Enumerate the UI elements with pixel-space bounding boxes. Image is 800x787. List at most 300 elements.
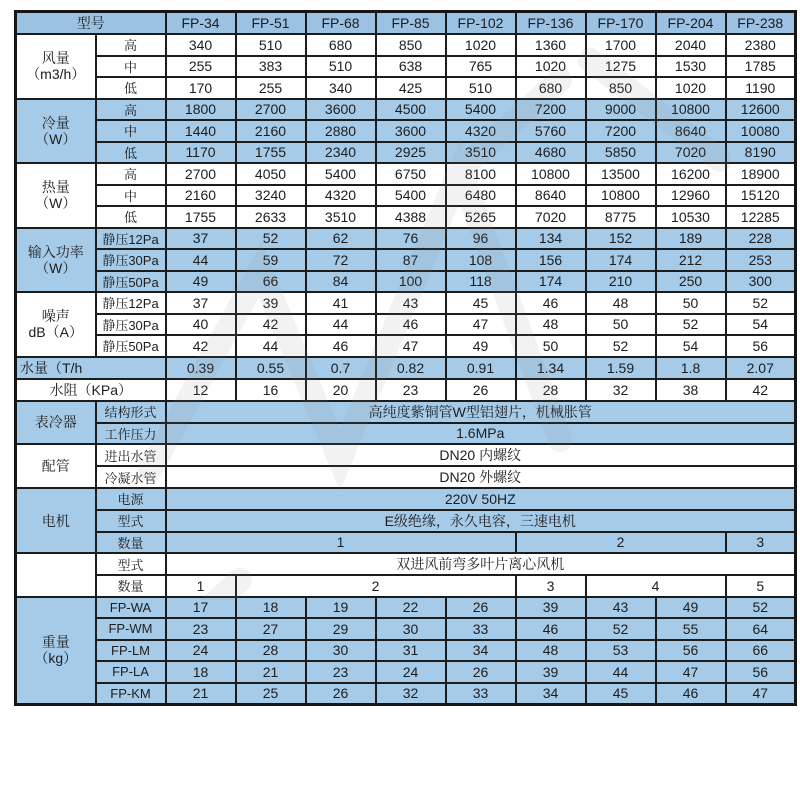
cell: 510 — [306, 56, 376, 78]
cell: 52 — [586, 618, 656, 640]
cell: 134 — [516, 228, 586, 250]
cell: 50 — [656, 292, 726, 314]
section-unit: （m3/h） — [26, 66, 86, 83]
row-label: FP-LA — [96, 661, 166, 683]
cell: 3 — [726, 532, 796, 554]
cell: 1440 — [166, 120, 236, 142]
cell: 1530 — [656, 56, 726, 78]
cell: 4 — [586, 575, 726, 597]
cell: 46 — [306, 335, 376, 357]
section-label-piping: 配管 — [16, 444, 96, 488]
table-row — [16, 99, 796, 121]
cell: 52 — [236, 228, 306, 250]
row-label: 电源 — [96, 488, 166, 510]
model-header-cell: FP-34 — [166, 12, 236, 35]
spec-table — [14, 10, 797, 706]
table-row — [16, 553, 796, 575]
cell: 44 — [586, 661, 656, 683]
row-label: 中 — [96, 185, 166, 207]
table-row — [16, 335, 796, 357]
cell: 6750 — [376, 163, 446, 185]
cell: 156 — [516, 249, 586, 271]
cell: 1755 — [166, 206, 236, 228]
cell: 2 — [516, 532, 726, 554]
cell: 210 — [586, 271, 656, 293]
table-row — [16, 597, 796, 619]
cell: 174 — [586, 249, 656, 271]
model-header-cell: FP-102 — [446, 12, 516, 35]
cell: 22 — [376, 597, 446, 619]
cell: 39 — [516, 661, 586, 683]
cell: 2.07 — [726, 357, 796, 379]
cell: 7020 — [516, 206, 586, 228]
cell: 10530 — [656, 206, 726, 228]
cell: 28 — [516, 379, 586, 401]
cell: 1170 — [166, 142, 236, 164]
cell: 47 — [726, 683, 796, 705]
cell: 29 — [306, 618, 376, 640]
section-unit: （W） — [35, 195, 77, 212]
cell: 16200 — [656, 163, 726, 185]
cell: 5400 — [306, 163, 376, 185]
cell: 双进风前弯多叶片离心风机 — [166, 553, 796, 575]
table-row — [16, 401, 796, 423]
cell: 850 — [376, 34, 446, 56]
cell: 255 — [166, 56, 236, 78]
cell: 0.55 — [236, 357, 306, 379]
row-label: FP-LM — [96, 640, 166, 662]
cell: 2880 — [306, 120, 376, 142]
section-label-input-power — [16, 228, 96, 293]
row-label: 静压50Pa — [96, 335, 166, 357]
section-label-motor: 电机 — [16, 488, 96, 553]
cell: 680 — [306, 34, 376, 56]
model-header-cell: FP-51 — [236, 12, 306, 35]
cell: 66 — [236, 271, 306, 293]
cell: 3240 — [236, 185, 306, 207]
cell: 21 — [236, 661, 306, 683]
cell: 340 — [306, 77, 376, 99]
table-row — [16, 142, 796, 164]
row-label: 中 — [96, 120, 166, 142]
cell: 26 — [446, 661, 516, 683]
cell: 174 — [516, 271, 586, 293]
cell: 76 — [376, 228, 446, 250]
cell: 10800 — [656, 99, 726, 121]
table-row — [16, 77, 796, 99]
cell: 4320 — [446, 120, 516, 142]
cell: 46 — [516, 618, 586, 640]
cell: 66 — [726, 640, 796, 662]
cell: 118 — [446, 271, 516, 293]
row-label: 高 — [96, 99, 166, 121]
cell: 1275 — [586, 56, 656, 78]
cell: 1020 — [656, 77, 726, 99]
cell: 7200 — [516, 99, 586, 121]
cell: 340 — [166, 34, 236, 56]
table-row — [16, 444, 796, 466]
cell: 12960 — [656, 185, 726, 207]
cell: 53 — [586, 640, 656, 662]
row-label: 数量 — [96, 575, 166, 597]
cell: DN20 外螺纹 — [166, 466, 796, 488]
cell: 41 — [306, 292, 376, 314]
cell: 765 — [446, 56, 516, 78]
model-header-cell: FP-170 — [586, 12, 656, 35]
cell: 33 — [446, 683, 516, 705]
cell: 108 — [446, 249, 516, 271]
table-row — [16, 379, 796, 401]
cell: 16 — [236, 379, 306, 401]
row-label: FP-KM — [96, 683, 166, 705]
section-label-weight — [16, 597, 96, 705]
section-label-water-resistance: 水阻（KPa） — [16, 379, 166, 401]
cell: 0.91 — [446, 357, 516, 379]
section-title: 风量 — [41, 50, 70, 67]
table-row — [16, 292, 796, 314]
cell: 1020 — [446, 34, 516, 56]
table-row — [16, 618, 796, 640]
section-label-noise — [16, 292, 96, 357]
cell: 300 — [726, 271, 796, 293]
cell: 3510 — [306, 206, 376, 228]
cell: 17 — [166, 597, 236, 619]
cell: 87 — [376, 249, 446, 271]
cell: 23 — [166, 618, 236, 640]
table-row — [16, 466, 796, 488]
cell: 25 — [236, 683, 306, 705]
row-label: FP-WA — [96, 597, 166, 619]
cell: 1020 — [516, 56, 586, 78]
cell: 12 — [166, 379, 236, 401]
cell: 55 — [656, 618, 726, 640]
cell: 1360 — [516, 34, 586, 56]
cell: 7200 — [586, 120, 656, 142]
section-label-coil: 表冷器 — [16, 401, 96, 445]
table-row — [16, 34, 796, 56]
model-header-cell: FP-238 — [726, 12, 796, 35]
cell: 1.8 — [656, 357, 726, 379]
model-header-label: 型号 — [16, 12, 166, 35]
cell: 2700 — [166, 163, 236, 185]
cell: 6480 — [446, 185, 516, 207]
cell: 37 — [166, 228, 236, 250]
cell: 2380 — [726, 34, 796, 56]
cell: 10800 — [516, 163, 586, 185]
cell: 44 — [166, 249, 236, 271]
cell: 33 — [446, 618, 516, 640]
cell: 2925 — [376, 142, 446, 164]
model-header-cell: FP-68 — [306, 12, 376, 35]
cell: 50 — [516, 335, 586, 357]
cell: 38 — [656, 379, 726, 401]
model-header-cell: FP-85 — [376, 12, 446, 35]
table-row — [16, 423, 796, 445]
table-row — [16, 575, 796, 597]
row-label: 工作压力 — [96, 423, 166, 445]
cell: 2160 — [166, 185, 236, 207]
cell: 47 — [656, 661, 726, 683]
row-label: 高 — [96, 163, 166, 185]
cell: 64 — [726, 618, 796, 640]
cell: 1190 — [726, 77, 796, 99]
cell: 46 — [656, 683, 726, 705]
section-unit: （kg） — [34, 650, 78, 666]
cell: 23 — [376, 379, 446, 401]
row-label: 静压12Pa — [96, 228, 166, 250]
cell: 24 — [166, 640, 236, 662]
cell: 43 — [586, 597, 656, 619]
cell: 44 — [306, 314, 376, 336]
cell: 8190 — [726, 142, 796, 164]
cell: 8775 — [586, 206, 656, 228]
cell: 4500 — [376, 99, 446, 121]
cell: 3510 — [446, 142, 516, 164]
cell: 50 — [586, 314, 656, 336]
cell: 1755 — [236, 142, 306, 164]
section-label-cooling — [16, 99, 96, 164]
cell: E级绝缘，永久电容，三速电机 — [166, 510, 796, 532]
cell: 26 — [446, 597, 516, 619]
row-label: 中 — [96, 56, 166, 78]
cell: 72 — [306, 249, 376, 271]
row-label: 高 — [96, 34, 166, 56]
cell: 4680 — [516, 142, 586, 164]
cell: 12600 — [726, 99, 796, 121]
cell: 高纯度紫铜管W型铝翅片，机械胀管 — [166, 401, 796, 423]
section-title: 噪声 — [41, 308, 70, 325]
cell: 1785 — [726, 56, 796, 78]
section-title: 热量 — [41, 179, 70, 196]
cell: 23 — [306, 661, 376, 683]
cell: 250 — [656, 271, 726, 293]
cell: 100 — [376, 271, 446, 293]
cell: 220V 50HZ — [166, 488, 796, 510]
cell: 52 — [586, 335, 656, 357]
table-row — [16, 510, 796, 532]
cell: 56 — [726, 661, 796, 683]
cell: 52 — [726, 597, 796, 619]
table-row — [16, 228, 796, 250]
cell: 5400 — [376, 185, 446, 207]
row-label: 低 — [96, 77, 166, 99]
cell: 5760 — [516, 120, 586, 142]
cell: 1.59 — [586, 357, 656, 379]
cell: 7020 — [656, 142, 726, 164]
section-title: 冷量 — [41, 114, 70, 131]
cell: 34 — [516, 683, 586, 705]
cell: 24 — [376, 661, 446, 683]
cell: 152 — [586, 228, 656, 250]
model-header-row — [16, 12, 796, 35]
cell: 39 — [236, 292, 306, 314]
cell: 18900 — [726, 163, 796, 185]
cell: 2700 — [236, 99, 306, 121]
cell: 13500 — [586, 163, 656, 185]
cell: 21 — [166, 683, 236, 705]
row-label: 静压50Pa — [96, 271, 166, 293]
cell: 10080 — [726, 120, 796, 142]
cell: 62 — [306, 228, 376, 250]
cell: 212 — [656, 249, 726, 271]
cell: 2633 — [236, 206, 306, 228]
cell: 2340 — [306, 142, 376, 164]
cell: 46 — [376, 314, 446, 336]
cell: 42 — [166, 335, 236, 357]
cell: 4320 — [306, 185, 376, 207]
cell: 45 — [446, 292, 516, 314]
cell: 40 — [166, 314, 236, 336]
cell: 45 — [586, 683, 656, 705]
cell: 0.39 — [166, 357, 236, 379]
row-label: 型式 — [96, 553, 166, 575]
table-row — [16, 249, 796, 271]
cell: 5265 — [446, 206, 516, 228]
cell: 3600 — [376, 120, 446, 142]
table-row — [16, 163, 796, 185]
cell: 18 — [166, 661, 236, 683]
cell: 10800 — [586, 185, 656, 207]
cell: 383 — [236, 56, 306, 78]
cell: 37 — [166, 292, 236, 314]
row-label: FP-WM — [96, 618, 166, 640]
table-row — [16, 488, 796, 510]
cell: 42 — [236, 314, 306, 336]
model-header-cell: FP-136 — [516, 12, 586, 35]
section-label-airflow — [16, 34, 96, 99]
table-row — [16, 640, 796, 662]
cell: 27 — [236, 618, 306, 640]
cell: 39 — [516, 597, 586, 619]
cell: 2 — [236, 575, 516, 597]
row-label: 型式 — [96, 510, 166, 532]
cell: 228 — [726, 228, 796, 250]
cell: 31 — [376, 640, 446, 662]
cell: 48 — [516, 314, 586, 336]
table-row — [16, 271, 796, 293]
cell: 32 — [376, 683, 446, 705]
cell: 4388 — [376, 206, 446, 228]
row-label: 静压30Pa — [96, 249, 166, 271]
cell: 34 — [446, 640, 516, 662]
cell: 1 — [166, 575, 236, 597]
row-label: 进出水管 — [96, 444, 166, 466]
section-label-water-flow: 水量（T/h — [16, 357, 166, 379]
cell: 1.6MPa — [166, 423, 796, 445]
cell: 43 — [376, 292, 446, 314]
cell: 425 — [376, 77, 446, 99]
row-label: 数量 — [96, 532, 166, 554]
cell: 48 — [516, 640, 586, 662]
cell: 170 — [166, 77, 236, 99]
cell: 56 — [656, 640, 726, 662]
cell: 0.82 — [376, 357, 446, 379]
section-unit: （W） — [35, 259, 77, 276]
cell: 20 — [306, 379, 376, 401]
cell: 3 — [516, 575, 586, 597]
table-row — [16, 314, 796, 336]
row-label: 冷凝水管 — [96, 466, 166, 488]
cell: 638 — [376, 56, 446, 78]
cell: 48 — [586, 292, 656, 314]
cell: 28 — [236, 640, 306, 662]
cell: 4050 — [236, 163, 306, 185]
row-label: 低 — [96, 206, 166, 228]
cell: 52 — [656, 314, 726, 336]
table-row — [16, 56, 796, 78]
cell: 49 — [656, 597, 726, 619]
table-row — [16, 532, 796, 554]
cell: 1700 — [586, 34, 656, 56]
cell: 3600 — [306, 99, 376, 121]
cell: 54 — [726, 314, 796, 336]
cell: 59 — [236, 249, 306, 271]
cell: 84 — [306, 271, 376, 293]
cell: 255 — [236, 77, 306, 99]
cell: 2040 — [656, 34, 726, 56]
cell: 8640 — [656, 120, 726, 142]
cell: 30 — [376, 618, 446, 640]
cell: 15120 — [726, 185, 796, 207]
cell: 47 — [376, 335, 446, 357]
row-label: 静压12Pa — [96, 292, 166, 314]
section-title: 输入功率 — [27, 243, 84, 260]
cell: 1.34 — [516, 357, 586, 379]
cell: 18 — [236, 597, 306, 619]
cell: 12285 — [726, 206, 796, 228]
cell: 49 — [446, 335, 516, 357]
table-row — [16, 661, 796, 683]
cell: 5850 — [586, 142, 656, 164]
cell: 850 — [586, 77, 656, 99]
cell: 1800 — [166, 99, 236, 121]
table-row — [16, 120, 796, 142]
table-row — [16, 185, 796, 207]
cell: 8100 — [446, 163, 516, 185]
cell: 1 — [166, 532, 516, 554]
section-label-heating — [16, 163, 96, 228]
model-header-cell: FP-204 — [656, 12, 726, 35]
cell: 680 — [516, 77, 586, 99]
cell: 52 — [726, 292, 796, 314]
row-label: 静压30Pa — [96, 314, 166, 336]
cell: 96 — [446, 228, 516, 250]
cell: 26 — [306, 683, 376, 705]
table-row — [16, 357, 796, 379]
row-label: 结构形式 — [96, 401, 166, 423]
section-unit: dB（A） — [28, 324, 83, 341]
cell: 8640 — [516, 185, 586, 207]
cell: 47 — [446, 314, 516, 336]
section-label-fan-blank — [16, 553, 96, 597]
cell: 32 — [586, 379, 656, 401]
cell: 49 — [166, 271, 236, 293]
cell: 56 — [726, 335, 796, 357]
cell: 26 — [446, 379, 516, 401]
cell: 253 — [726, 249, 796, 271]
section-unit: （W） — [35, 130, 77, 147]
row-label: 低 — [96, 142, 166, 164]
cell: 0.7 — [306, 357, 376, 379]
cell: 9000 — [586, 99, 656, 121]
section-title: 重量 — [41, 634, 70, 650]
cell: 44 — [236, 335, 306, 357]
cell: 5400 — [446, 99, 516, 121]
cell: 19 — [306, 597, 376, 619]
table-row — [16, 206, 796, 228]
cell: 46 — [516, 292, 586, 314]
table-row — [16, 683, 796, 705]
